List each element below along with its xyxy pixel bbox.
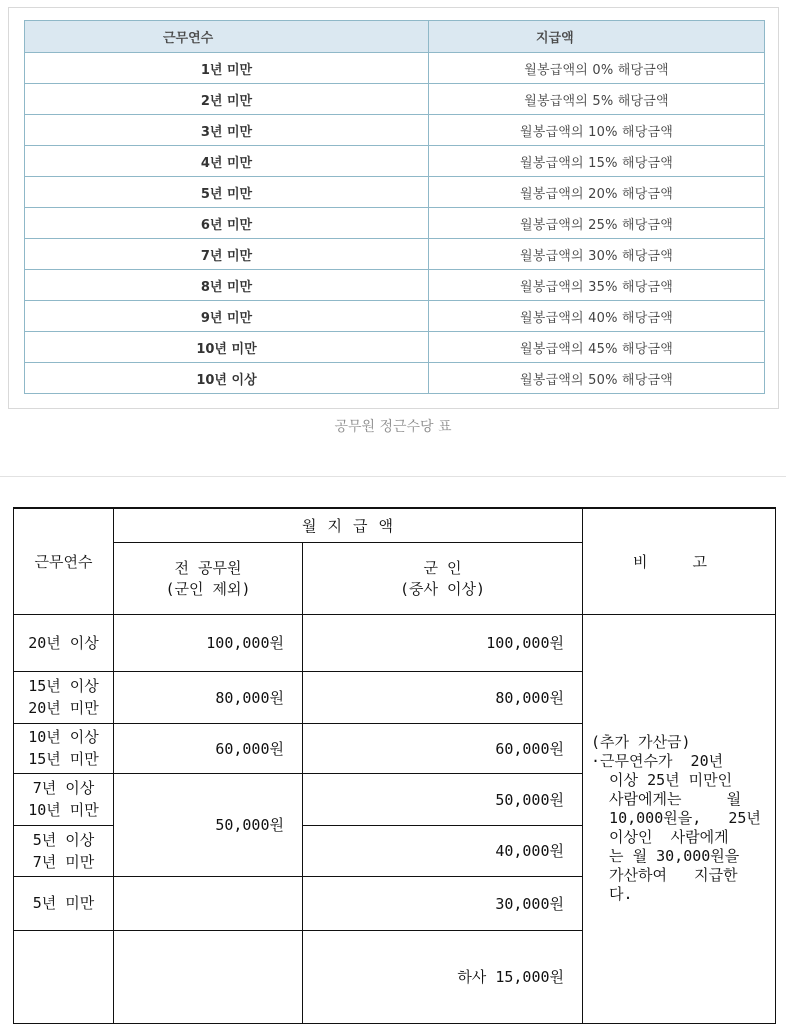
note-line: (추가 가산금) xyxy=(591,733,691,751)
note-line: 이상 25년 미만인 xyxy=(591,771,733,789)
years-line: 10년 이상 xyxy=(28,728,99,746)
header-amount: 지급액 xyxy=(429,21,765,53)
years-line: 10년 미만 xyxy=(28,801,99,819)
amount-cell: 월봉급액의 15% 해당금액 xyxy=(429,146,765,177)
military-allowance-table xyxy=(13,507,776,1024)
amount-cell: 월봉급액의 30% 해당금액 xyxy=(429,239,765,270)
header-years: 근무연수 xyxy=(25,21,429,53)
amount-cell: 월봉급액의 45% 해당금액 xyxy=(429,332,765,363)
military-cell: 100,000원 xyxy=(303,614,583,671)
section-divider xyxy=(0,476,786,477)
years-cell: 5년 미만 xyxy=(25,177,429,208)
header-all-line1: 전 공무원 xyxy=(174,559,242,577)
years-line: 7년 이상 xyxy=(32,779,95,797)
note-line: 가산하여 지급한 xyxy=(591,866,738,884)
table-header-row xyxy=(25,21,765,53)
years-cell: 1년 미만 xyxy=(25,53,429,84)
years-line: 15년 미만 xyxy=(28,750,99,768)
years-line: 15년 이상 xyxy=(28,677,99,695)
military-cell: 하사 15,000원 xyxy=(303,930,583,1023)
header-monthly-amount: 월 지 급 액 xyxy=(114,508,583,542)
military-cell: 50,000원 xyxy=(303,773,583,825)
years-cell: 4년 미만 xyxy=(25,146,429,177)
years-line: 5년 이상 xyxy=(32,830,95,849)
amount-cell: 월봉급액의 5% 해당금액 xyxy=(429,84,765,115)
amount-cell: 월봉급액의 50% 해당금액 xyxy=(429,363,765,394)
header-years: 근무연수 xyxy=(14,508,114,614)
all-officials-cell: 50,000원 xyxy=(114,773,303,876)
years-cell: 10년 미만 xyxy=(25,332,429,363)
years-line: 5년 미만 xyxy=(32,894,95,912)
table-row xyxy=(14,614,776,671)
table-row xyxy=(25,84,765,115)
all-officials-cell xyxy=(114,876,303,930)
table-row xyxy=(25,177,765,208)
note-cell xyxy=(583,614,776,1023)
years-cell: 7년 미만 xyxy=(25,239,429,270)
all-officials-cell: 100,000원 xyxy=(114,614,303,671)
years-line: 7년 미만 xyxy=(32,852,95,871)
header-row-1 xyxy=(14,508,776,542)
header-note: 비 고 xyxy=(583,508,776,614)
years-cell xyxy=(14,723,114,773)
table-row xyxy=(25,208,765,239)
table-row xyxy=(25,53,765,84)
header-all-officials xyxy=(114,542,303,614)
years-cell xyxy=(14,930,114,1023)
military-cell: 40,000원 xyxy=(303,825,583,876)
amount-cell: 월봉급액의 35% 해당금액 xyxy=(429,270,765,301)
military-cell: 80,000원 xyxy=(303,671,583,723)
all-officials-cell: 60,000원 xyxy=(114,723,303,773)
note-line: 사람에게는 월 xyxy=(591,790,742,808)
years-cell: 10년 이상 xyxy=(25,363,429,394)
years-line: 20년 이상 xyxy=(28,633,99,652)
note-line: 는 월 30,000원을 xyxy=(591,847,740,865)
amount-cell: 월봉급액의 0% 해당금액 xyxy=(429,53,765,84)
all-officials-cell: 80,000원 xyxy=(114,671,303,723)
table-row xyxy=(25,146,765,177)
years-cell: 6년 미만 xyxy=(25,208,429,239)
note-line: 10,000원을, 25년 xyxy=(591,809,761,827)
years-line: 20년 미만 xyxy=(28,699,99,717)
table-row xyxy=(25,363,765,394)
all-officials-cell xyxy=(114,930,303,1023)
header-all-line2: (군인 제외) xyxy=(165,580,251,598)
table-row xyxy=(25,270,765,301)
table-row xyxy=(25,239,765,270)
years-cell: 8년 미만 xyxy=(25,270,429,301)
header-military-line2: (중사 이상) xyxy=(399,580,486,598)
amount-cell: 월봉급액의 10% 해당금액 xyxy=(429,115,765,146)
years-cell: 2년 미만 xyxy=(25,84,429,115)
amount-cell: 월봉급액의 40% 해당금액 xyxy=(429,301,765,332)
allowance-rate-table xyxy=(24,20,765,394)
note-line: ·근무연수가 20년 xyxy=(591,752,724,770)
military-cell: 30,000원 xyxy=(303,876,583,930)
years-cell xyxy=(14,671,114,723)
table-caption: 공무원 정근수당 표 xyxy=(334,419,452,435)
note-line: 다. xyxy=(591,885,633,903)
years-cell xyxy=(14,876,114,930)
years-cell: 9년 미만 xyxy=(25,301,429,332)
table-row xyxy=(25,332,765,363)
header-military xyxy=(303,542,583,614)
years-cell xyxy=(14,773,114,825)
years-cell xyxy=(14,614,114,671)
note-line: 이상인 사람에게 xyxy=(591,828,729,846)
amount-cell: 월봉급액의 25% 해당금액 xyxy=(429,208,765,239)
years-cell: 3년 미만 xyxy=(25,115,429,146)
table-row xyxy=(25,301,765,332)
military-cell: 60,000원 xyxy=(303,723,583,773)
table-row xyxy=(25,115,765,146)
header-military-line1: 군 인 xyxy=(423,559,462,577)
amount-cell: 월봉급액의 20% 해당금액 xyxy=(429,177,765,208)
years-cell xyxy=(14,825,114,876)
